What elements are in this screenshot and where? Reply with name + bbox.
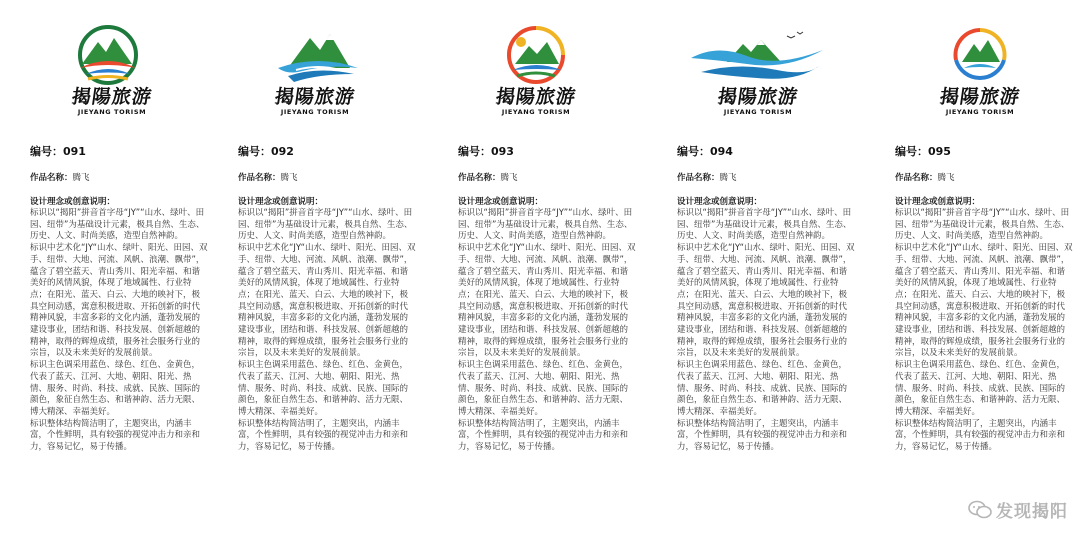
author-line: 作品名称：腾飞 <box>30 173 90 183</box>
author-line: 作品名称：腾飞 <box>238 173 298 183</box>
description-paragraph: 标识中艺术化“JY“山水、绿叶、阳光、田园、双手、纽带、大地、河流、风帆、浪潮、飘带”，蕴含了碧空蓝天、青山秀川、阳光幸福、和谐美好的风情风貌，体现了地域属性、行业特点；在阳光、蓝天、白云、大地的映衬下，极具空间动感，寓意积极进取、开拓创新的时代精神风貌，丰富多彩的文化内涵，蓬勃发展的建设事业，团结和谐、科技发展、创新超越的精神，取得的辉煌成绩，服务社会服务行业的宗旨，以及未来美好的发展前景。 <box>30 243 208 359</box>
brand-english: JIEYANG TORISM <box>945 108 1015 116</box>
brand-wordmark <box>925 86 1035 116</box>
design-text <box>895 145 1073 454</box>
description-paragraph: 标识整体结构简洁明了，主题突出，内涵丰富，个性鲜明，具有较强的视觉冲击力和亲和力，容易记忆，易于传播。 <box>238 418 409 453</box>
description-paragraph: 标识主色调采用蓝色、绿色、红色、金黄色，代表了蓝天、江河、大地、朝阳、阳光、热情、服务、时尚、科技、成就、民族、国际的颜色，象征自然生态、和谐神韵、活力无限、博大精深、幸福美好。 <box>458 360 629 417</box>
description-paragraph: 标识中艺术化“JY“山水、绿叶、阳光、田园、双手、纽带、大地、河流、风帆、浪潮、飘带”，蕴含了碧空蓝天、青山秀川、阳光幸福、和谐美好的风情风貌，体现了地域属性、行业特点；在阳光、蓝天、白云、大地的映衬下，极具空间动感，寓意积极进取、开拓创新的时代精神风貌，丰富多彩的文化内涵，蓬勃发展的建设事业，团结和谐、科技发展、创新超越的精神，取得的辉煌成绩，服务社会服务行业的宗旨，以及未来美好的发展前景。 <box>458 243 636 359</box>
description-paragraph: 标识整体结构简洁明了，主题突出，内涵丰富，个性鲜明，具有较强的视觉冲击力和亲和力，容易记忆，易于传播。 <box>895 418 1066 453</box>
description-paragraph: 标识以“揭阳”拼音首字母“JY”“山水、绿叶、田园、纽带”为基础设计元素，极具自然、生态、历史、人文、时尚美感，造型自然神韵。 <box>238 208 413 242</box>
author-line: 作品名称：腾飞 <box>458 173 518 183</box>
wechat-icon <box>968 500 992 520</box>
description-paragraph: 标识整体结构简洁明了，主题突出，内涵丰富，个性鲜明，具有较强的视觉冲击力和亲和力，容易记忆，易于传播。 <box>677 418 848 453</box>
description-paragraph: 标识中艺术化“JY“山水、绿叶、阳光、田园、双手、纽带、大地、河流、风帆、浪潮、飘带”，蕴含了碧空蓝天、青山秀川、阳光幸福、和谐美好的风情风貌，体现了地域属性、行业特点；在阳光、蓝天、白云、大地的映衬下，极具空间动感，寓意积极进取、开拓创新的时代精神风貌，丰富多彩的文化内涵，蓬勃发展的建设事业，团结和谐、科技发展、创新超越的精神，取得的辉煌成绩，服务社会服务行业的宗旨，以及未来美好的发展前景。 <box>238 243 416 359</box>
brand-wordmark <box>57 86 167 116</box>
brand-wordmark <box>481 86 591 116</box>
logo-091 <box>68 24 148 86</box>
description-paragraph: 标识以“揭阳”拼音首字母“JY”“山水、绿叶、田园、纽带”为基础设计元素，极具自然、生态、历史、人文、时尚美感，造型自然神韵。 <box>30 208 205 242</box>
description-title: 设计理念或创意说明： <box>895 197 981 207</box>
brand-chinese: 揭陽旅游 <box>273 86 357 108</box>
description-paragraph: 标识整体结构简洁明了，主题突出，内涵丰富，个性鲜明，具有较强的视觉冲击力和亲和力，容易记忆，易于传播。 <box>458 418 629 453</box>
brand-chinese: 揭陽旅游 <box>494 86 578 108</box>
description-paragraph: 标识中艺术化“JY“山水、绿叶、阳光、田园、双手、纽带、大地、河流、风帆、浪潮、飘带”，蕴含了碧空蓝天、青山秀川、阳光幸福、和谐美好的风情风貌，体现了地域属性、行业特点；在阳光、蓝天、白云、大地的映衬下，极具空间动感，寓意积极进取、开拓创新的时代精神风貌，丰富多彩的文化内涵，蓬勃发展的建设事业，团结和谐、科技发展、创新超越的精神，取得的辉煌成绩，服务社会服务行业的宗旨，以及未来美好的发展前景。 <box>895 243 1073 359</box>
design-number: 编号：095 <box>895 145 951 158</box>
design-text <box>677 145 855 454</box>
logo-095 <box>950 24 1010 86</box>
description-title: 设计理念或创意说明： <box>30 197 116 207</box>
description-title: 设计理念或创意说明： <box>677 197 763 207</box>
brand-chinese: 揭陽旅游 <box>70 86 154 108</box>
design-number: 编号：093 <box>458 145 514 158</box>
author-line: 作品名称：腾飞 <box>895 173 955 183</box>
brand-english: JIEYANG TORISM <box>77 108 147 116</box>
logo-092 <box>268 24 368 86</box>
design-number: 编号：092 <box>238 145 294 158</box>
brand-chinese: 揭陽旅游 <box>938 86 1022 108</box>
design-text <box>458 145 636 454</box>
watermark-text: 发现揭阳 <box>996 502 1068 522</box>
description-paragraph: 标识以“揭阳”拼音首字母“JY”“山水、绿叶、田园、纽带”为基础设计元素，极具自然、生态、历史、人文、时尚美感，造型自然神韵。 <box>895 208 1070 242</box>
description-paragraph: 标识以“揭阳”拼音首字母“JY”“山水、绿叶、田园、纽带”为基础设计元素，极具自然、生态、历史、人文、时尚美感，造型自然神韵。 <box>458 208 633 242</box>
brand-english: JIEYANG TORISM <box>280 108 350 116</box>
author-line: 作品名称：腾飞 <box>677 173 737 183</box>
description-paragraph: 标识整体结构简洁明了，主题突出，内涵丰富，个性鲜明，具有较强的视觉冲击力和亲和力，容易记忆，易于传播。 <box>30 418 201 453</box>
description-paragraph: 标识中艺术化“JY“山水、绿叶、阳光、田园、双手、纽带、大地、河流、风帆、浪潮、飘带”，蕴含了碧空蓝天、青山秀川、阳光幸福、和谐美好的风情风貌，体现了地域属性、行业特点；在阳光、蓝天、白云、大地的映衬下，极具空间动感，寓意积极进取、开拓创新的时代精神风貌，丰富多彩的文化内涵，蓬勃发展的建设事业，团结和谐、科技发展、创新超越的精神，取得的辉煌成绩，服务社会服务行业的宗旨，以及未来美好的发展前景。 <box>677 243 855 359</box>
design-text <box>238 145 416 454</box>
description-paragraph: 标识主色调采用蓝色、绿色、红色、金黄色，代表了蓝天、江河、大地、朝阳、阳光、热情、服务、时尚、科技、成就、民族、国际的颜色，象征自然生态、和谐神韵、活力无限、博大精深、幸福美好。 <box>238 360 409 417</box>
brand-english: JIEYANG TORISM <box>501 108 571 116</box>
description-paragraph: 标识以“揭阳”拼音首字母“JY”“山水、绿叶、田园、纽带”为基础设计元素，极具自然、生态、历史、人文、时尚美感，造型自然神韵。 <box>677 208 852 242</box>
description-paragraph: 标识主色调采用蓝色、绿色、红色、金黄色，代表了蓝天、江河、大地、朝阳、阳光、热情、服务、时尚、科技、成就、民族、国际的颜色，象征自然生态、和谐神韵、活力无限、博大精深、幸福美好。 <box>30 360 201 417</box>
brand-chinese: 揭陽旅游 <box>716 86 800 108</box>
design-number: 编号：091 <box>30 145 86 158</box>
brand-wordmark <box>703 86 813 116</box>
logo-093 <box>501 24 571 86</box>
brand-wordmark <box>260 86 370 116</box>
design-text <box>30 145 208 454</box>
watermark <box>968 497 1068 522</box>
design-number: 编号：094 <box>677 145 733 158</box>
description-paragraph: 标识主色调采用蓝色、绿色、红色、金黄色，代表了蓝天、江河、大地、朝阳、阳光、热情、服务、时尚、科技、成就、民族、国际的颜色，象征自然生态、和谐神韵、活力无限、博大精深、幸福美好。 <box>677 360 848 417</box>
description-paragraph: 标识主色调采用蓝色、绿色、红色、金黄色，代表了蓝天、江河、大地、朝阳、阳光、热情、服务、时尚、科技、成就、民族、国际的颜色，象征自然生态、和谐神韵、活力无限、博大精深、幸福美好。 <box>895 360 1066 417</box>
brand-english: JIEYANG TORISM <box>723 108 793 116</box>
description-title: 设计理念或创意说明： <box>458 197 544 207</box>
logo-094 <box>687 24 827 86</box>
description-title: 设计理念或创意说明： <box>238 197 324 207</box>
